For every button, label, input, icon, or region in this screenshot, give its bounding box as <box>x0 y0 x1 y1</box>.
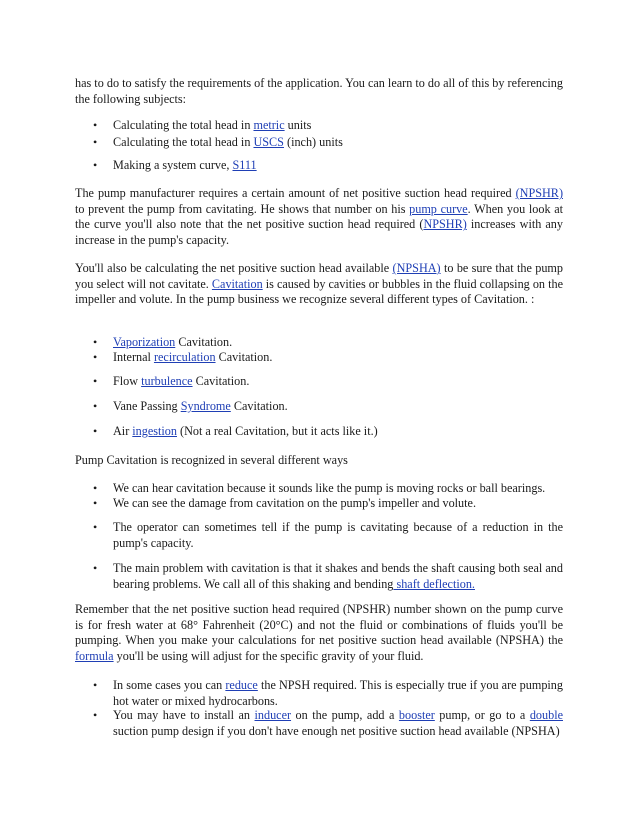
recognized-paragraph <box>75 453 563 469</box>
item-text: Calculating the total head in <box>113 118 254 132</box>
item-text: the NPSH required. This is especially true if you are pumping hot water or mixed hydrocarbons. <box>113 678 563 708</box>
paragraph-text: to be sure that the pump you select will not cavitate. <box>75 261 563 291</box>
item-text: Vane Passing <box>113 399 181 413</box>
intro-text: has to do to satisfy the requirements of the application. You can learn to do all of this by referencing the following subjects: <box>75 76 563 106</box>
npsha-paragraph <box>75 261 563 308</box>
item-text: Cavitation. <box>215 350 273 364</box>
item-text: on the pump, add a <box>291 708 399 722</box>
npsha-link[interactable]: (NPSHA) <box>392 261 441 275</box>
cavitation-link[interactable]: Cavitation <box>211 276 263 291</box>
item-text: Cavitation. <box>230 399 288 413</box>
reduce-link[interactable]: reduce <box>225 678 258 692</box>
shaft-deflection-link[interactable]: shaft deflection. <box>393 576 475 591</box>
list-item-system-curve <box>113 158 563 174</box>
item-text: (Not a real Cavitation, but it acts like it.) <box>176 424 378 438</box>
item-text: Making a system curve, <box>113 158 233 172</box>
list-item-inducer <box>113 708 563 739</box>
paragraph-text: is caused by cavities or bubbles in the fluid collapsing on the impeller and volute. In the pump business we recognize several different types of Cavitation. : <box>75 276 563 307</box>
paragraph-text: you'll be using will adjust for the specific gravity of your fluid. <box>113 648 424 663</box>
recirculation-link[interactable]: recirculation <box>153 350 216 364</box>
item-text: Air <box>113 424 133 438</box>
paragraph-text: Pump Cavitation is recognized in several different ways <box>75 453 348 467</box>
npshr-link-2[interactable]: NPSHR) <box>423 217 467 232</box>
uscs-link[interactable]: USCS <box>253 135 284 149</box>
list-item-syndrome <box>113 399 563 415</box>
item-text: We can hear cavitation because it sounds like the pump is moving rocks or ball bearings. <box>113 481 546 495</box>
syndrome-link[interactable]: Syndrome <box>180 399 231 413</box>
item-text: You may have to install an <box>113 708 255 722</box>
paragraph-text: increases with any increase in the pump's capacity. <box>75 217 563 247</box>
booster-link[interactable]: booster <box>398 708 435 722</box>
item-text: Internal <box>113 350 154 364</box>
paragraph-text: You'll also be calculating the net positive suction head available <box>75 261 393 275</box>
s111-link[interactable]: S111 <box>232 158 257 172</box>
item-text: Flow <box>113 374 142 388</box>
turbulence-link[interactable]: turbulence <box>141 374 193 388</box>
ingestion-link[interactable]: ingestion <box>132 424 177 438</box>
paragraph-text: Remember that the net positive suction head required (NPSHR) number shown on the pump curve is for fresh water at 68° Fahrenheit (20°C) and not the fluid or combinations of fluids you'll be pumping. When you make your calculations for net positive suction head available (NPSHA) the <box>75 602 563 648</box>
npshr-paragraph <box>75 186 563 248</box>
item-text: suction pump design if you don't have enough net positive suction head available (NPSHA) <box>113 723 560 738</box>
list-item-vaporization <box>113 335 563 351</box>
item-text: We can see the damage from cavitation on the pump's impeller and volute. <box>113 496 476 510</box>
item-text: The main problem with cavitation is that it shakes and bends the shaft causing both seal and bearing problems. We call all of this shaking and bending <box>113 561 563 591</box>
list-item-metric <box>113 118 563 134</box>
formula-link[interactable]: formula <box>75 648 114 663</box>
list-item-reduce <box>113 678 563 709</box>
list-item-turbulence <box>113 374 563 390</box>
paragraph-text: to prevent the pump from cavitating. He shows that number on his <box>75 201 410 216</box>
paragraph-text: The pump manufacturer requires a certain amount of net positive suction head required <box>75 186 516 200</box>
item-text: In some cases you can <box>113 678 226 692</box>
list-item-operator <box>113 520 563 551</box>
list-item-main-problem <box>113 561 563 592</box>
item-text: units <box>284 118 312 132</box>
list-item-recirculation <box>113 350 563 366</box>
item-text: pump, or go to a <box>434 708 530 722</box>
item-text: (inch) units <box>283 135 343 149</box>
vaporization-link[interactable]: Vaporization <box>113 335 176 349</box>
npshr-link[interactable]: (NPSHR) <box>515 186 563 200</box>
double-link[interactable]: double <box>529 708 563 722</box>
item-text: The operator can sometimes tell if the pump is cavitating because of a reduction in the pump's capacity. <box>113 520 563 550</box>
list-item-hear <box>113 481 563 497</box>
item-text: Cavitation. <box>192 374 250 388</box>
remember-paragraph <box>75 602 563 664</box>
list-item-uscs <box>113 135 563 151</box>
inducer-link[interactable]: inducer <box>254 708 292 722</box>
item-text: Calculating the total head in <box>113 135 254 149</box>
list-item-see <box>113 496 563 512</box>
paragraph-text: . When you look at the curve you'll also note that the net positive suction head required ( <box>75 201 563 232</box>
intro-paragraph <box>75 76 563 107</box>
metric-link[interactable]: metric <box>253 118 285 132</box>
item-text: Cavitation. <box>175 335 233 349</box>
list-item-ingestion <box>113 424 563 440</box>
pump-curve-link[interactable]: pump curve <box>409 201 468 216</box>
